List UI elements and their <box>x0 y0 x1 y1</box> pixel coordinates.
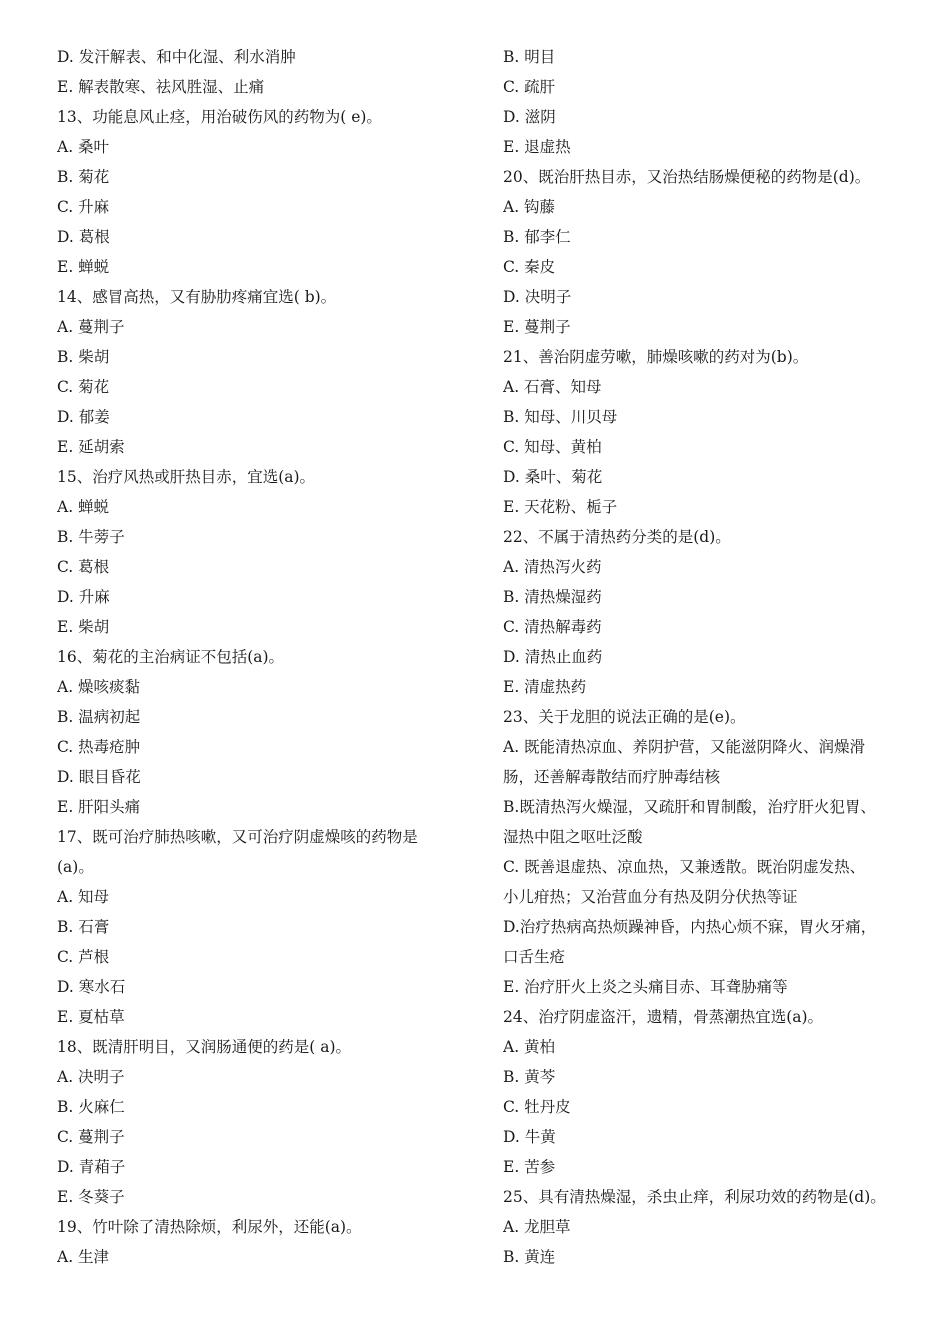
question-text: 13、功能息风止痉，用治破伤风的药物为( e)。 <box>57 108 382 126</box>
text-line: C. 秦皮 <box>503 258 556 276</box>
text-line: C. 蔓荆子 <box>57 1128 125 1146</box>
text-line: D. 桑叶、菊花 <box>503 468 603 486</box>
text-line: C. 葛根 <box>57 558 110 576</box>
text-line: E. 蝉蜕 <box>57 258 110 276</box>
text-line: B. 黄连 <box>503 1248 556 1266</box>
text-line: E. 延胡索 <box>57 438 125 456</box>
text-line: E. 冬葵子 <box>57 1188 125 1206</box>
text-line: A. 钩藤 <box>503 198 556 216</box>
question-text: 23、关于龙胆的说法正确的是(e)。 <box>503 708 746 726</box>
question-text: 25、具有清热燥湿，杀虫止痒，利尿功效的药物是(d)。 <box>503 1188 886 1206</box>
question-text: 24、治疗阴虚盗汗，遗精，骨蒸潮热宜选(a)。 <box>503 1008 824 1026</box>
text-line: D. 清热止血药 <box>503 648 603 666</box>
text-line: C. 既善退虚热、凉血热，又兼透散。既治阴虚发热、 <box>503 858 866 876</box>
text-line: C. 芦根 <box>57 948 110 966</box>
text-line: D. 葛根 <box>57 228 110 246</box>
text-line: D. 眼目昏花 <box>57 768 141 786</box>
text-line: A. 燥咳痰黏 <box>57 678 141 696</box>
question-text: 22、不属于清热药分类的是(d)。 <box>503 528 731 546</box>
text-line: 肠，还善解毒散结而疗肿毒结核 <box>503 768 721 786</box>
text-line: B. 温病初起 <box>57 708 141 726</box>
left-column <box>57 42 452 1272</box>
text-line: B. 柴胡 <box>57 348 110 366</box>
text-line: C. 清热解毒药 <box>503 618 602 636</box>
text-line: D. 发汗解表、和中化湿、利水消肿 <box>57 48 296 66</box>
text-line: C. 热毒疮肿 <box>57 738 141 756</box>
question-text: 19、竹叶除了清热除烦，利尿外，还能(a)。 <box>57 1218 362 1236</box>
text-line: A. 知母 <box>57 888 110 906</box>
text-line: E. 柴胡 <box>57 618 110 636</box>
text-line: D. 牛黄 <box>503 1128 556 1146</box>
text-line: 湿热中阻之呕吐泛酸 <box>503 828 643 846</box>
text-line: E. 蔓荆子 <box>503 318 571 336</box>
text-line: A. 石膏、知母 <box>503 378 602 396</box>
text-line: D. 滋阴 <box>503 108 556 126</box>
text-line: E. 苦参 <box>503 1158 556 1176</box>
text-line: A. 黄柏 <box>503 1038 556 1056</box>
text-line: E. 肝阳头痛 <box>57 798 141 816</box>
question-text: 15、治疗风热或肝热目赤，宜选(a)。 <box>57 468 316 486</box>
text-line: C. 知母、黄柏 <box>503 438 602 456</box>
text-line: A. 桑叶 <box>57 138 110 156</box>
right-column <box>503 42 903 1272</box>
question-text: 20、既治肝热目赤，又治热结肠燥便秘的药物是(d)。 <box>503 168 871 186</box>
text-line: B. 知母、川贝母 <box>503 408 618 426</box>
text-line: B.既清热泻火燥湿，又疏肝和胃制酸，治疗肝火犯胃、 <box>503 798 876 816</box>
text-line: C. 疏肝 <box>503 78 556 96</box>
text-line: E. 清虚热药 <box>503 678 587 696</box>
text-line: D. 升麻 <box>57 588 110 606</box>
text-line: A. 蔓荆子 <box>57 318 125 336</box>
text-line: 口舌生疮 <box>503 948 566 966</box>
question-text: 17、既可治疗肺热咳嗽，又可治疗阴虚燥咳的药物是 <box>57 828 418 846</box>
text-line: A. 清热泻火药 <box>503 558 602 576</box>
question-text: 14、感冒高热，又有胁肋疼痛宜选( b)。 <box>57 288 337 306</box>
text-line: A. 蝉蜕 <box>57 498 110 516</box>
text-line: C. 菊花 <box>57 378 110 396</box>
text-line: A. 生津 <box>57 1248 110 1266</box>
text-line: E. 解表散寒、祛风胜湿、止痛 <box>57 78 265 96</box>
text-line: E. 夏枯草 <box>57 1008 125 1026</box>
question-text: 16、菊花的主治病证不包括(a)。 <box>57 648 285 666</box>
text-line: B. 明目 <box>503 48 556 66</box>
text-line: B. 火麻仁 <box>57 1098 125 1116</box>
text-line: E. 退虚热 <box>503 138 571 156</box>
text-line: D. 寒水石 <box>57 978 126 996</box>
text-line: B. 郁李仁 <box>503 228 571 246</box>
text-line: D.治疗热病高热烦躁神昏，内热心烦不寐，胃火牙痛， <box>503 918 877 936</box>
text-line: B. 菊花 <box>57 168 110 186</box>
text-line: D. 郁姜 <box>57 408 110 426</box>
text-line: A. 既能清热凉血、养阴护营，又能滋阴降火、润燥滑 <box>503 738 866 756</box>
text-line: D. 青葙子 <box>57 1158 126 1176</box>
text-line: B. 石膏 <box>57 918 110 936</box>
text-line: B. 黄芩 <box>503 1068 556 1086</box>
text-line: B. 清热燥湿药 <box>503 588 602 606</box>
text-line: C. 牡丹皮 <box>503 1098 571 1116</box>
text-line: A. 龙胆草 <box>503 1218 571 1236</box>
text-line: C. 升麻 <box>57 198 110 216</box>
text-line: 小儿疳热；又治营血分有热及阴分伏热等证 <box>503 888 798 906</box>
question-text: 18、既清肝明目，又润肠通便的药是( a)。 <box>57 1038 351 1056</box>
question-text: 21、善治阴虚劳嗽，肺燥咳嗽的药对为(b)。 <box>503 348 809 366</box>
text-line: B. 牛蒡子 <box>57 528 125 546</box>
text-line: D. 决明子 <box>503 288 572 306</box>
text-line: A. 决明子 <box>57 1068 125 1086</box>
text-line: E. 治疗肝火上炎之头痛目赤、耳聋胁痛等 <box>503 978 788 996</box>
text-line: (a)。 <box>57 858 94 876</box>
text-line: E. 天花粉、栀子 <box>503 498 618 516</box>
